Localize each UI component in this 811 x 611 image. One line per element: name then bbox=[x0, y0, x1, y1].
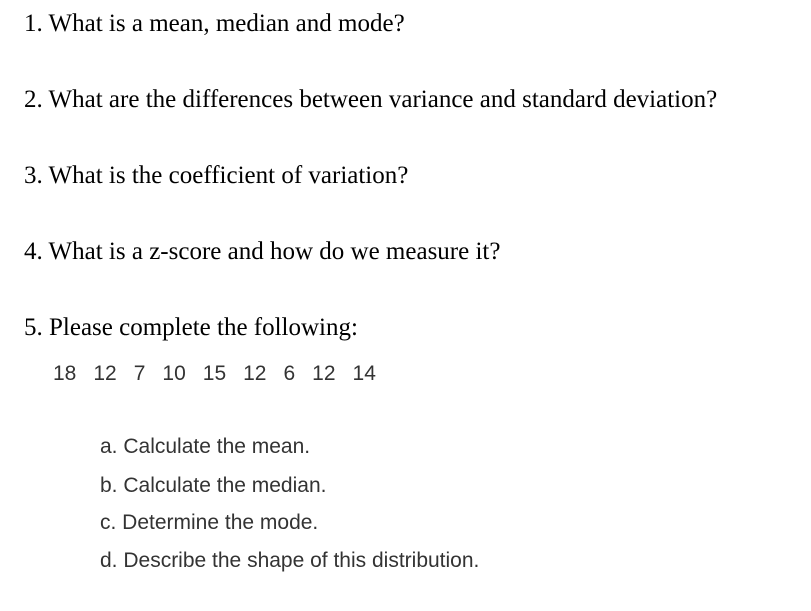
data-value: 12 bbox=[93, 362, 117, 385]
data-value: 14 bbox=[352, 362, 376, 385]
data-value: 12 bbox=[312, 362, 336, 385]
sub-item-d: d. Describe the shape of this distribution. bbox=[100, 549, 480, 572]
data-value: 15 bbox=[202, 362, 227, 385]
data-value: 12 bbox=[243, 362, 267, 385]
data-value: 7 bbox=[133, 362, 146, 385]
data-values-row bbox=[53, 360, 393, 388]
question-2: 2. What are the differences between variance and standard deviation? bbox=[24, 86, 718, 113]
question-1: 1. What is a mean, median and mode? bbox=[24, 10, 405, 37]
sub-item-b: b. Calculate the median. bbox=[100, 474, 327, 497]
data-value: 18 bbox=[53, 362, 77, 385]
question-3: 3. What is the coefficient of variation? bbox=[24, 162, 409, 189]
sub-item-c: c. Determine the mode. bbox=[100, 511, 319, 534]
data-value: 10 bbox=[162, 362, 186, 385]
data-value: 6 bbox=[283, 362, 296, 385]
sub-item-a: a. Calculate the mean. bbox=[100, 435, 311, 458]
question-5: 5. Please complete the following: bbox=[24, 314, 358, 341]
question-4: 4. What is a z-score and how do we measure it? bbox=[24, 238, 501, 265]
